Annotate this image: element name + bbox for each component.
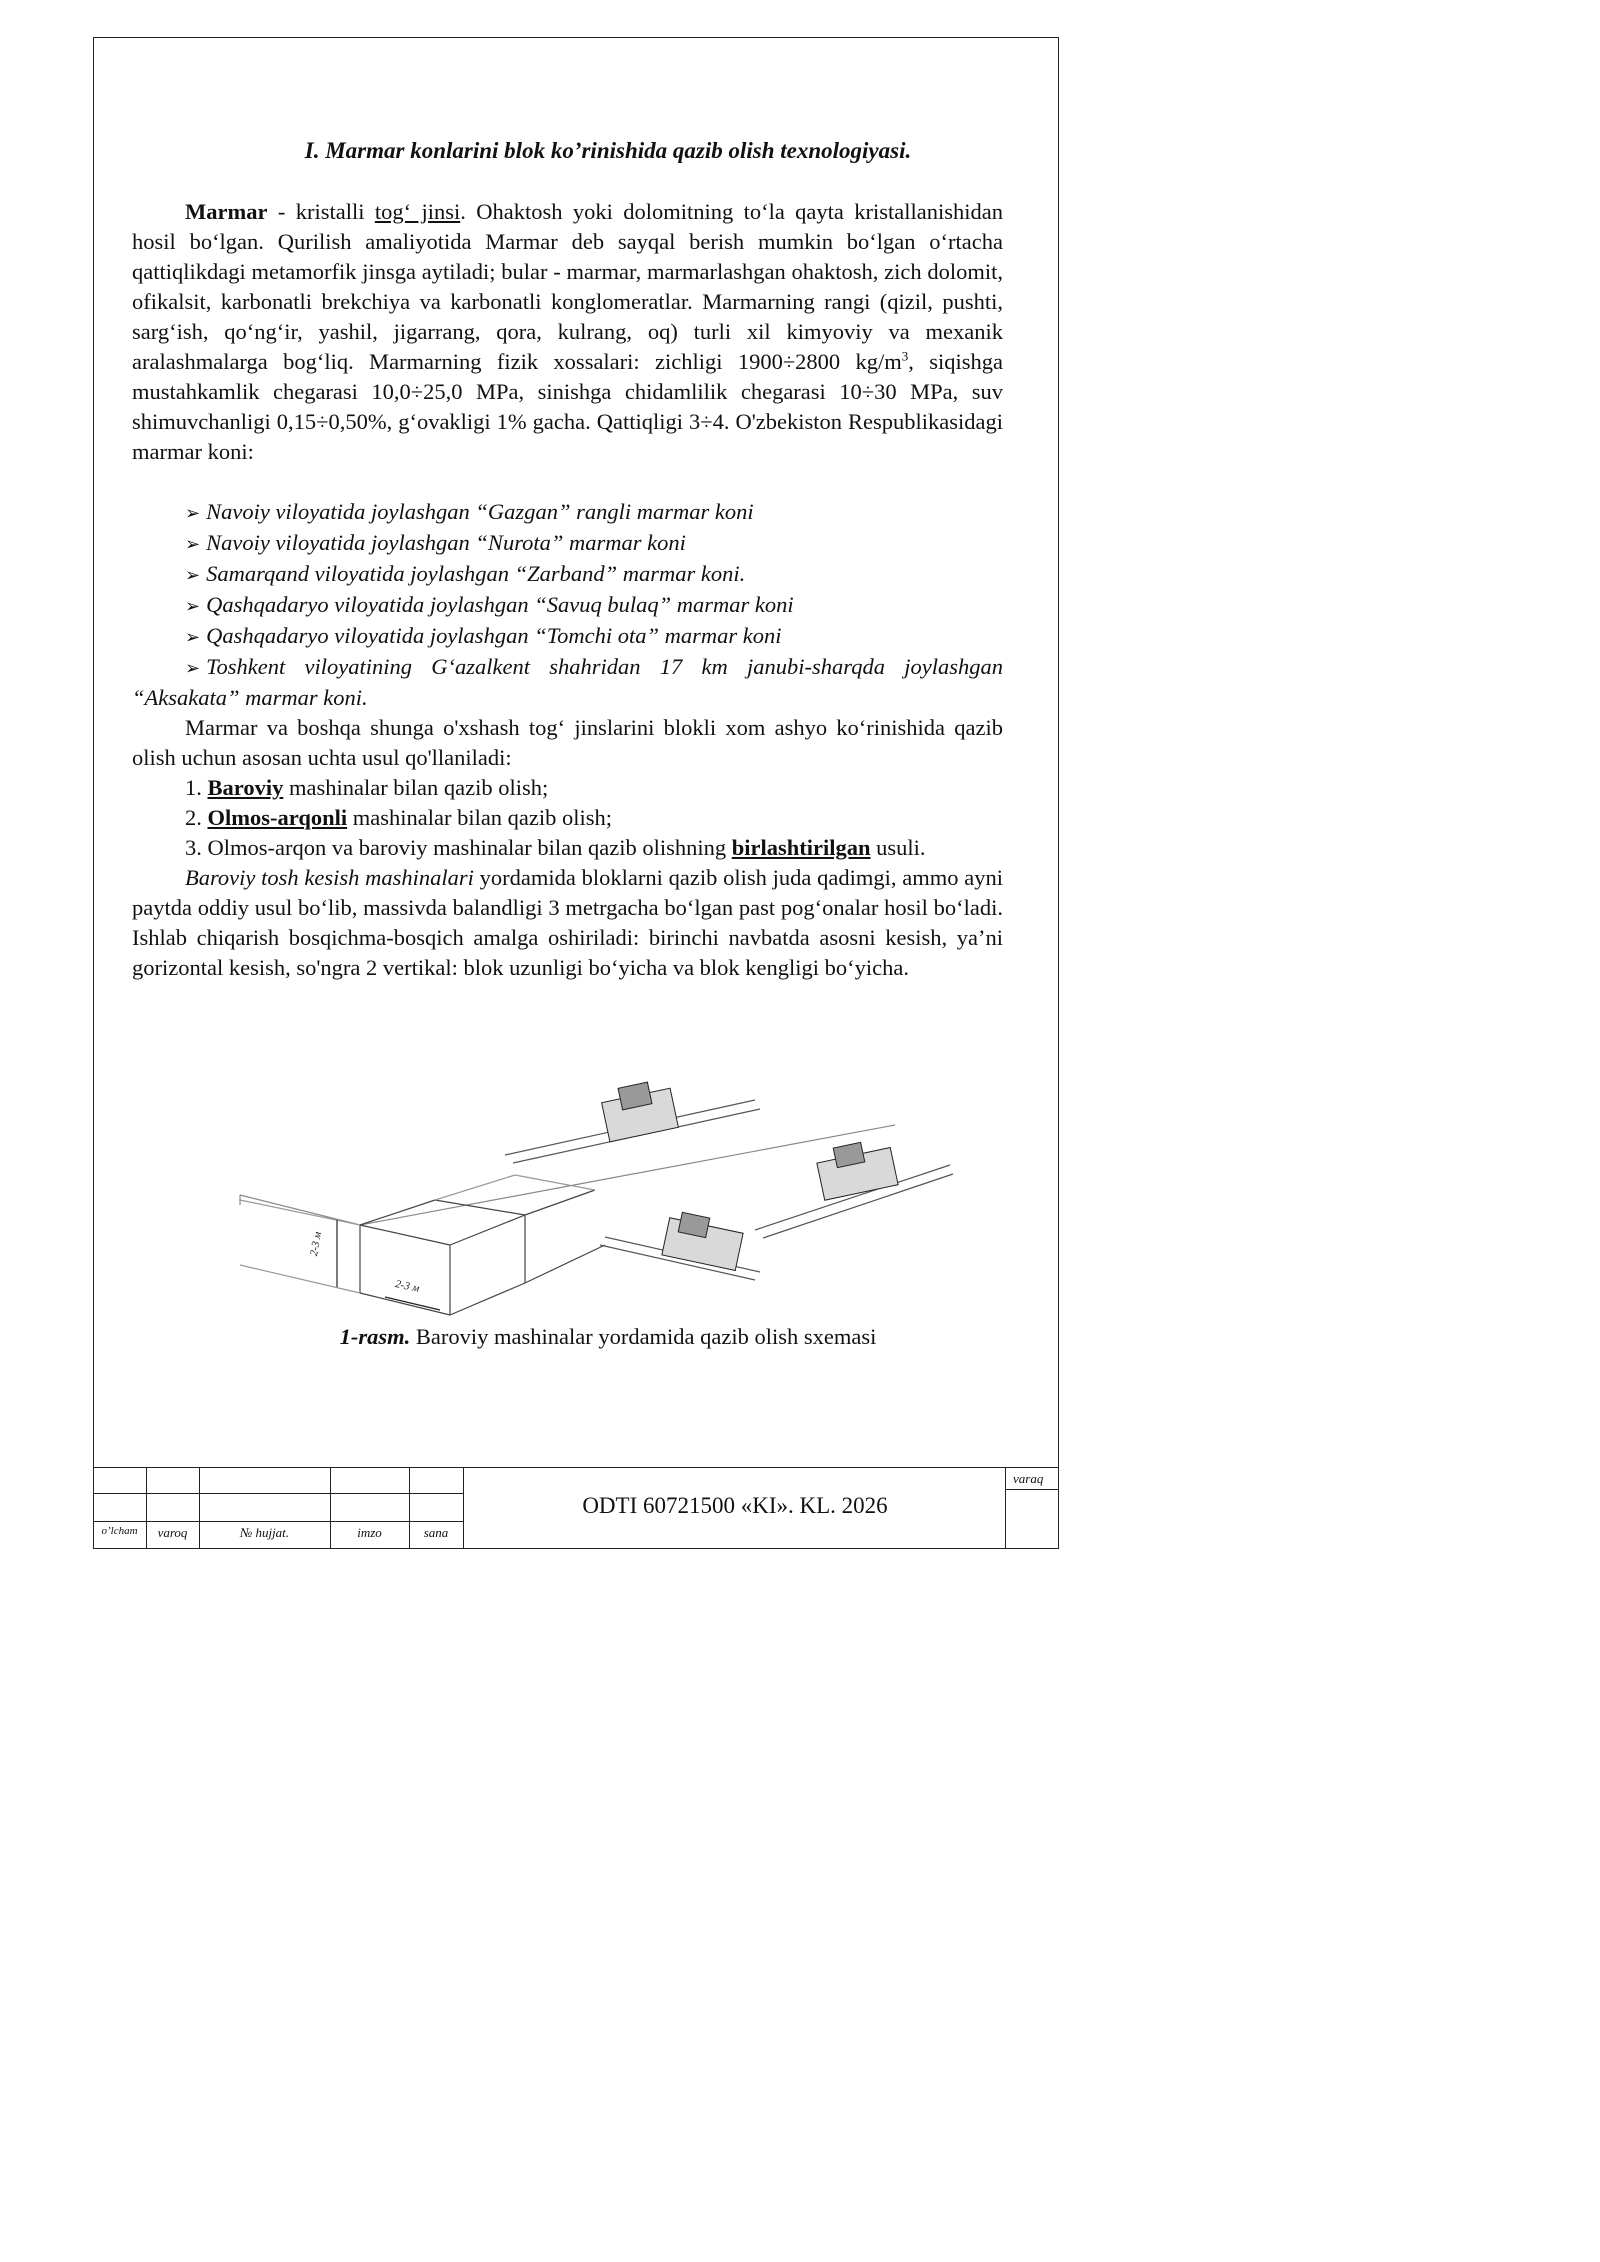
link-tog-jinsi[interactable]: tog‘ jinsi	[374, 199, 461, 224]
deposit-aksakata: Toshkent viloyatining G‘azalkent shahridan 17 km janubi-sharqda joylashgan “Aksakata” marmar koni.	[132, 654, 1003, 710]
dash: -	[267, 199, 296, 224]
caption-text: Baroviy mashinalar yordamida qazib olish sxemasi	[410, 1324, 877, 1349]
deposit-gazgan: Navoiy viloyatida joylashgan “Gazgan” rangli marmar koni	[206, 499, 754, 524]
paragraph-methods-intro: Marmar va boshqa shunga o'xshash tog‘ jinslarini blokli xom ashyo ko‘rinishida qazib olish uchun asosan uchta usul qo'llaniladi:	[132, 715, 1003, 770]
caption-number: 1-rasm.	[339, 1324, 411, 1349]
stamp-col-sana: sana	[423, 1525, 449, 1540]
arrow-bullet-icon: ➢	[185, 627, 201, 647]
method-3	[132, 833, 1003, 863]
dimension-height-label: 2-3 м	[308, 1230, 325, 1257]
section-title: I. Marmar konlarini blok ko’rinishida qazib olish texnologiyasi.	[304, 138, 912, 163]
stamp-col-hujjat: № hujjat.	[239, 1525, 290, 1540]
baroviy-term: Baroviy tosh kesish mashinalari	[185, 865, 474, 890]
stamp-col-imzo: imzo	[357, 1525, 382, 1540]
stamp-col-varoq: varoq	[157, 1525, 188, 1540]
stamp-line	[93, 1467, 1059, 1468]
figure-caption	[93, 1324, 1123, 1350]
intro-text-2: . Ohaktosh yoki dolomitning to‘la qayta kristallanishidan hosil bo‘lgan. Qurilish amaliyotida Marmar deb sayqal berish mumkin bo‘lgan o‘rtacha qattiqlikdagi metamorfik jinsga aytiladi; bular - marmar, marmarlashgan ohaktosh, zich dolomit, ofikalsit, karbonatli brekchiya va karbonatli konglomeratlar. Marmarning rangi (qizil, pushti, sarg‘ish, qo‘ng‘ir, yashil, jigarrang, qora, kulrang, oq) turli xil kimyoviy va mexanik aralashmalarga bog‘liq. Marmarning fizik xossalari: zichligi 1900÷2800 kg/m	[132, 199, 1004, 374]
term-marmar: Marmar	[185, 199, 268, 224]
method-3-text: 3. Olmos-arqon va baroviy mashinalar bilan qazib olishning	[185, 835, 732, 860]
method-2	[132, 803, 1003, 833]
quarry-scheme-figure	[235, 1075, 955, 1320]
list-item	[132, 621, 1003, 652]
stamp-line	[463, 1467, 464, 1549]
stamp-line	[93, 1521, 463, 1522]
method-3-key: birlashtirilgan	[731, 835, 871, 860]
stamp-line	[1005, 1467, 1006, 1549]
stamp-col-olcham: o’lcham	[101, 1525, 138, 1537]
stamp-line	[1005, 1489, 1059, 1490]
list-item	[132, 590, 1003, 621]
arrow-bullet-icon: ➢	[185, 658, 201, 678]
intro-text-3: , siqishga mustahkamlik chegarasi 10,0÷25,0 MPa, sinishga chidamlilik chegarasi 10÷30 MPa, suv shimuvchanligi 0,15÷0,50%, g‘ovakligi 1% gacha. Qattiqligi 3÷4. O'zbekiston Respublikasidagi marmar koni:	[132, 349, 1003, 464]
method-2-number: 2.	[185, 805, 208, 830]
document-body	[132, 197, 1003, 983]
document-code: ODTI 60721500 «KI». KL. 2026	[582, 1493, 888, 1518]
deposit-zarband: Samarqand viloyatida joylashgan “Zarband” marmar koni.	[206, 561, 746, 586]
arrow-bullet-icon: ➢	[185, 534, 201, 554]
stamp-line	[93, 1493, 463, 1494]
paragraph-baroviy	[132, 863, 1003, 983]
arrow-bullet-icon: ➢	[185, 596, 201, 616]
superscript-3: 3	[901, 348, 909, 364]
title-block-stamp	[93, 1467, 1059, 1549]
method-1-text: mashinalar bilan qazib olish;	[283, 775, 549, 800]
dimension-width-label: 2-3 м	[394, 1278, 421, 1295]
method-1-number: 1.	[185, 775, 208, 800]
deposit-savuq-bulaq: Qashqadaryo viloyatida joylashgan “Savuq bulaq” marmar koni	[206, 592, 794, 617]
arrow-bullet-icon: ➢	[185, 565, 201, 585]
list-item	[132, 497, 1003, 528]
list-item	[132, 559, 1003, 590]
method-3-tail: usuli.	[870, 835, 926, 860]
list-item	[132, 528, 1003, 559]
paragraph-intro	[132, 197, 1003, 467]
sheet-label: varaq	[1013, 1471, 1044, 1486]
method-1	[132, 773, 1003, 803]
method-2-key: Olmos-arqonli	[207, 805, 348, 830]
method-2-text: mashinalar bilan qazib olish;	[347, 805, 613, 830]
baroviy-text: yordamida bloklarni qazib olish juda qadimgi, ammo ayni paytda oddiy usul bo‘lib, massivda balandligi 3 metrgacha bo‘lgan past pog‘onalar hosil bo‘ladi. Ishlab chiqarish bosqichma-bosqich amalga oshiriladi: birinchi navbatda asosni kesish, ya’ni gorizontal kesish, so'ngra 2 vertikal: blok uzunligi bo‘yicha va blok kengligi bo‘yicha.	[132, 865, 1003, 980]
spacer	[132, 467, 1003, 497]
method-1-key: Baroviy	[207, 775, 284, 800]
deposit-nurota: Navoiy viloyatida joylashgan “Nurota” marmar koni	[206, 530, 686, 555]
deposit-tomchi-ota: Qashqadaryo viloyatida joylashgan “Tomchi ota” marmar koni	[206, 623, 782, 648]
arrow-bullet-icon: ➢	[185, 503, 201, 523]
intro-text-1: kristalli	[295, 199, 375, 224]
list-item	[132, 652, 1003, 713]
